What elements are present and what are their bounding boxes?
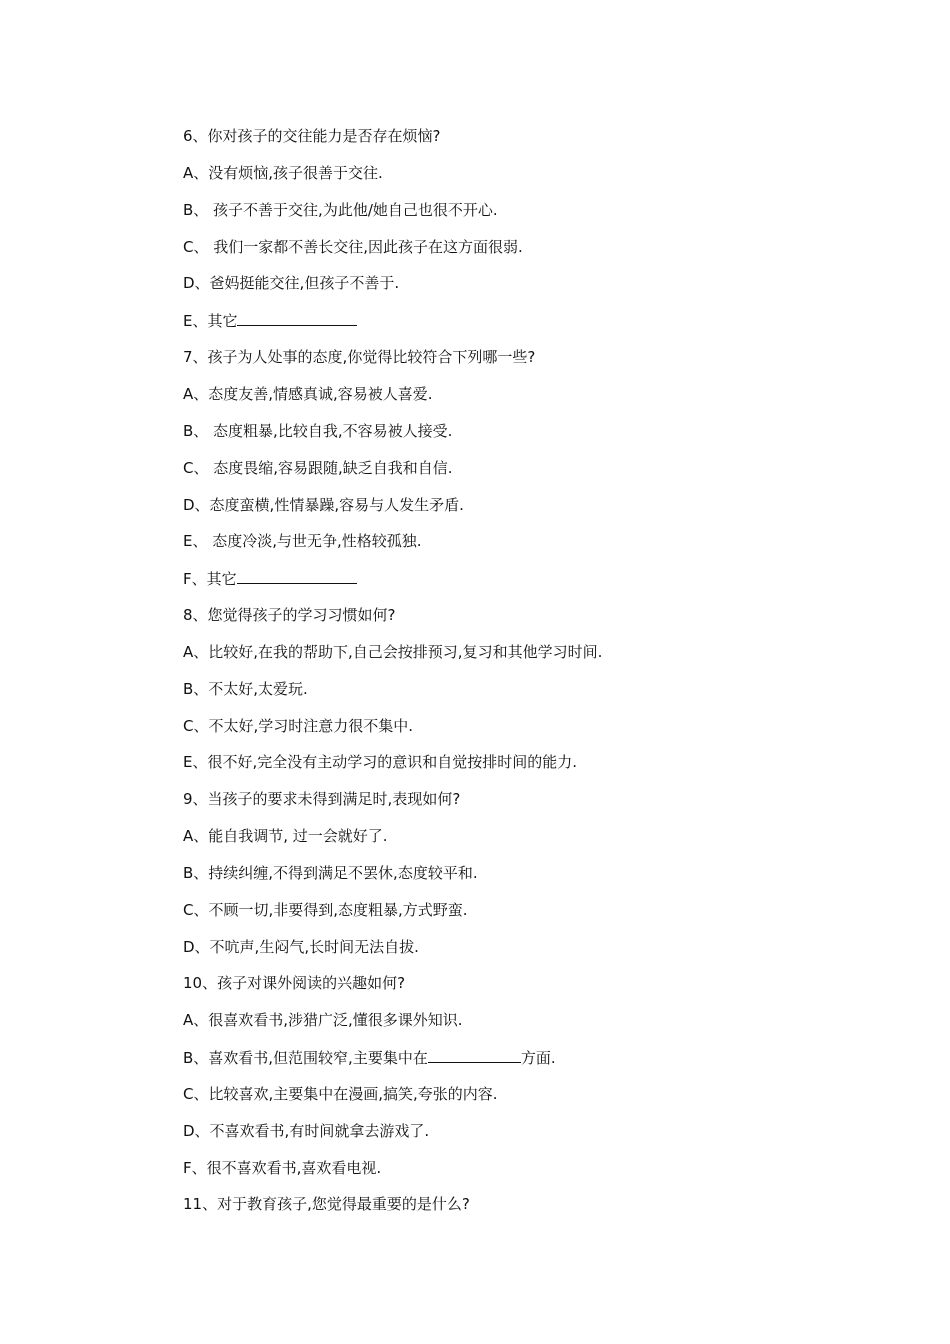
- question-6-option-b: B、 孩子不善于交往,为此他/她自己也很不开心.: [183, 201, 498, 219]
- question-6-option-d: D、爸妈挺能交往,但孩子不善于.: [183, 274, 400, 292]
- question-10-option-b-row: [183, 1046, 556, 1068]
- fill-in-blank[interactable]: [428, 1046, 521, 1063]
- question-10-option-c: C、比较喜欢,主要集中在漫画,搞笑,夸张的内容.: [183, 1085, 498, 1103]
- question-11: 11、对于教育孩子,您觉得最重要的是什么?: [183, 1195, 470, 1213]
- question-6: 6、你对孩子的交往能力是否存在烦恼?: [183, 127, 441, 145]
- question-9: 9、当孩子的要求未得到满足时,表现如何?: [183, 790, 461, 808]
- question-7-option-f: F、其它: [183, 570, 237, 588]
- question-10-option-b-suffix: 方面.: [520, 1049, 556, 1067]
- question-10: 10、孩子对课外阅读的兴趣如何?: [183, 974, 406, 992]
- question-8-option-e: E、很不好,完全没有主动学习的意识和自觉按排时间的能力.: [183, 753, 578, 771]
- question-7-option-f-row: [183, 567, 357, 589]
- question-7-option-b: B、 态度粗暴,比较自我,不容易被人接受.: [183, 422, 453, 440]
- question-8-option-a: A、比较好,在我的帮助下,自己会按排预习,复习和其他学习时间.: [183, 643, 603, 661]
- question-9-option-a: A、能自我调节, 过一会就好了.: [183, 827, 388, 845]
- question-10-option-a: A、很喜欢看书,涉猎广泛,懂很多课外知识.: [183, 1011, 463, 1029]
- question-7-option-c: C、 态度畏缩,容易跟随,缺乏自我和自信.: [183, 459, 453, 477]
- question-6-option-c: C、 我们一家都不善长交往,因此孩子在这方面很弱.: [183, 238, 523, 256]
- question-7-option-d: D、态度蛮横,性情暴躁,容易与人发生矛盾.: [183, 496, 464, 514]
- question-6-option-a: A、没有烦恼,孩子很善于交往.: [183, 164, 383, 182]
- question-8-option-b: B、不太好,太爱玩.: [183, 680, 308, 698]
- question-10-option-b: B、喜欢看书,但范围较窄,主要集中在: [183, 1049, 428, 1067]
- question-10-option-f: F、很不喜欢看书,喜欢看电视.: [183, 1159, 382, 1177]
- question-8-option-c: C、不太好,学习时注意力很不集中.: [183, 717, 414, 735]
- question-6-option-e: E、其它: [183, 312, 238, 330]
- question-7-option-a: A、态度友善,情感真诚,容易被人喜爱.: [183, 385, 433, 403]
- question-10-option-d: D、不喜欢看书,有时间就拿去游戏了.: [183, 1122, 430, 1140]
- question-9-option-d: D、不吭声,生闷气,长时间无法自拔.: [183, 938, 419, 956]
- question-8: 8、您觉得孩子的学习习惯如何?: [183, 606, 396, 624]
- question-9-option-b: B、持续纠缠,不得到满足不罢休,态度较平和.: [183, 864, 478, 882]
- question-7-option-e: E、 态度冷淡,与世无争,性格较孤独.: [183, 532, 422, 550]
- question-6-option-e-row: [183, 309, 357, 331]
- fill-in-blank[interactable]: [237, 567, 357, 584]
- question-9-option-c: C、不顾一切,非要得到,态度粗暴,方式野蛮.: [183, 901, 468, 919]
- question-7: 7、孩子为人处事的态度,你觉得比较符合下列哪一些?: [183, 348, 536, 366]
- fill-in-blank[interactable]: [237, 309, 357, 326]
